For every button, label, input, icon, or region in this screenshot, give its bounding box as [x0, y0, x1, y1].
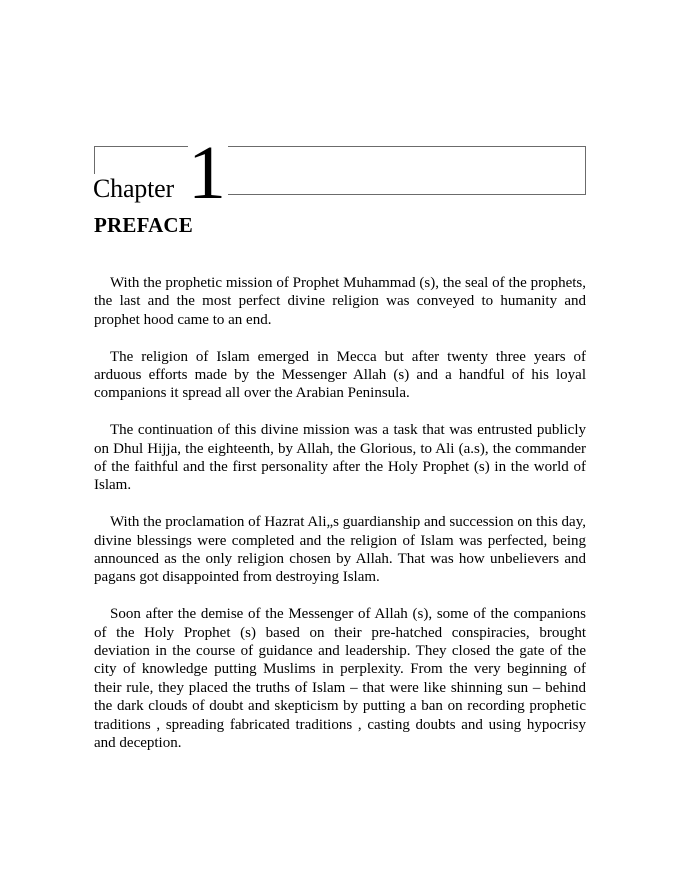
paragraph: With the prophetic mission of Prophet Muhammad (s), the seal of the prophets, the last and the most perfect divine religion was conveyed to humanity and prophet hood came to an end. — [94, 275, 586, 328]
chapter-frame-right — [228, 146, 586, 195]
chapter-label: Chapter — [93, 174, 174, 203]
chapter-heading — [93, 131, 586, 215]
paragraph: The continuation of this divine mission was a task that was entrusted publicly on Dhul Hijja, the eighteenth, by Allah, the Glorious, to Ali (a.s), the commander of the faithful and the first personality after the Holy Prophet (s) in the world of Islam. — [94, 422, 586, 494]
paragraph: With the proclamation of Hazrat Ali„s guardianship and succession on this day, divine blessings were completed and the religion of Islam was perfected, being announced as the only religion chosen by Allah. That was how unbelievers and pagans got disappointed from destroying Islam. — [94, 514, 586, 586]
body-text — [94, 274, 586, 771]
paragraph: The religion of Islam emerged in Mecca but after twenty three years of arduous efforts made by the Messenger Allah (s) and a handful of his loyal companions it spread all over the Arabian Peninsula. — [94, 348, 586, 402]
chapter-title: PREFACE — [94, 213, 194, 237]
paragraph: Soon after the demise of the Messenger of Allah (s), some of the companions of the Holy Prophet (s) based on their pre-hatched conspiracies, brought deviation in the course of guidance and leadership. They closed the gate of the city of knowledge putting Muslims in perplexity. From the very beginning of their rule, they placed the truths of Islam – that were like shinning sun – behind the dark clouds of doubt and skepticism by putting a ban on recording prophetic traditions , spreading fabricated traditions , casting doubts and using hypocrisy and deception. — [94, 606, 586, 752]
chapter-frame-left — [94, 146, 188, 174]
chapter-number: 1 — [188, 131, 226, 215]
